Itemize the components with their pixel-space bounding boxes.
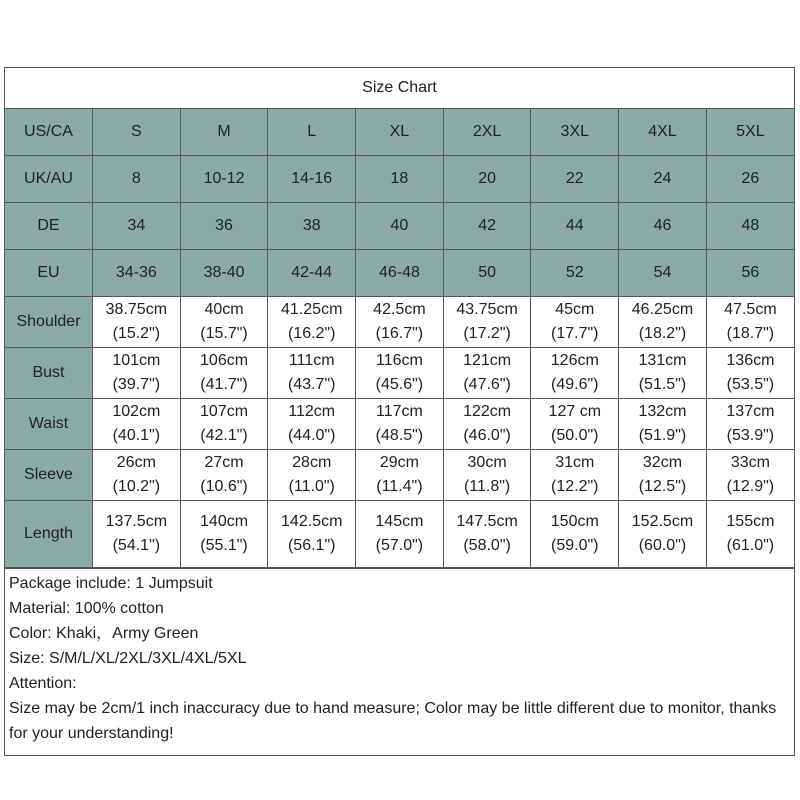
- length-label: Length: [5, 501, 93, 568]
- shoulder-cm-value: 38.75cm: [105, 301, 168, 318]
- shoulder-cell: [268, 297, 356, 348]
- shoulder-inch-value: (18.7"): [726, 325, 775, 342]
- waist-cm-value: 132cm: [638, 403, 687, 420]
- sleeve-cm-value: 26cm: [116, 454, 156, 471]
- bust-inch-value: (41.7"): [200, 376, 248, 393]
- sleeve-cm-value: 31cm: [555, 454, 595, 471]
- bust-cm-value: 131cm: [638, 352, 687, 369]
- bust-cell: [356, 348, 444, 399]
- uk-au-cell: 18: [356, 156, 444, 203]
- sleeve-cm-value: 32cm: [642, 454, 683, 471]
- eu-cell: 52: [531, 250, 619, 297]
- shoulder-inch-value: (16.2"): [287, 325, 336, 342]
- sleeve-cell: [93, 450, 181, 501]
- waist-cell: [706, 399, 794, 450]
- eu-cell: 34-36: [93, 250, 181, 297]
- shoulder-row: [5, 297, 794, 348]
- eu-cell: 54: [619, 250, 707, 297]
- waist-inch-value: (48.5"): [375, 427, 424, 444]
- length-inch-value: (57.0"): [375, 537, 424, 554]
- sleeve-cell: [443, 450, 531, 501]
- waist-inch-value: (42.1"): [200, 427, 248, 444]
- shoulder-inch-value: (17.7"): [551, 325, 599, 342]
- sleeve-inch-value: (12.5"): [638, 478, 687, 495]
- waist-cell: [93, 399, 181, 450]
- shoulder-cm-value: 43.75cm: [456, 301, 518, 318]
- size-note: Size: S/M/L/XL/2XL/3XL/4XL/5XL: [9, 650, 247, 667]
- eu-cell: 56: [706, 250, 794, 297]
- bust-inch-value: (49.6"): [551, 376, 599, 393]
- bust-inch-value: (43.7"): [287, 376, 336, 393]
- length-inch-value: (54.1"): [112, 537, 161, 554]
- waist-cm-value: 107cm: [200, 403, 249, 420]
- sleeve-inch-value: (11.8"): [463, 478, 511, 495]
- sleeve-cm-value: 33cm: [730, 454, 770, 471]
- de-cell: 48: [706, 203, 794, 250]
- shoulder-cm-value: 40cm: [204, 301, 244, 318]
- attention-note: Attention:: [9, 675, 77, 692]
- uk-au-cell: 10-12: [180, 156, 268, 203]
- sleeve-inch-value: (11.4"): [376, 478, 423, 495]
- length-cell: [531, 501, 619, 568]
- waist-cell: [531, 399, 619, 450]
- uk-au-row: [5, 156, 794, 203]
- us-ca-cell: XL: [356, 109, 444, 156]
- waist-cm-value: 137cm: [726, 403, 775, 420]
- bust-row: [5, 348, 794, 399]
- shoulder-cell: [180, 297, 268, 348]
- bust-cell: [93, 348, 181, 399]
- shoulder-inch-value: (15.2"): [112, 325, 161, 342]
- uk-au-cell: 22: [531, 156, 619, 203]
- us-ca-cell: 2XL: [443, 109, 531, 156]
- shoulder-cell: [356, 297, 444, 348]
- shoulder-cm-value: 41.25cm: [281, 301, 343, 318]
- length-inch-value: (58.0"): [463, 537, 511, 554]
- length-cm-value: 155cm: [726, 513, 775, 530]
- bust-label: Bust: [5, 348, 93, 399]
- waist-cm-value: 112cm: [288, 403, 336, 420]
- waist-inch-value: (46.0"): [463, 427, 511, 444]
- material-note: Material: 100% cotton: [9, 600, 164, 617]
- waist-inch-value: (44.0"): [287, 427, 336, 444]
- bust-cell: [531, 348, 619, 399]
- length-cm-value: 140cm: [200, 513, 249, 530]
- length-cell: [356, 501, 444, 568]
- length-cm-value: 147.5cm: [456, 513, 518, 530]
- shoulder-cm-value: 42.5cm: [373, 301, 426, 318]
- package-note: Package include: 1 Jumpsuit: [9, 575, 213, 592]
- waist-row: [5, 399, 794, 450]
- shoulder-inch-value: (18.2"): [638, 325, 687, 342]
- waist-cm-value: 117cm: [375, 403, 423, 420]
- sleeve-inch-value: (12.9"): [726, 478, 775, 495]
- waist-label: Waist: [5, 399, 93, 450]
- bust-inch-value: (45.6"): [375, 376, 424, 393]
- length-cm-value: 150cm: [550, 513, 599, 530]
- sleeve-cell: [619, 450, 707, 501]
- shoulder-inch-value: (15.7"): [200, 325, 248, 342]
- disclaimer-note: Size may be 2cm/1 inch inaccuracy due to hand measure; Color may be little different due to monitor, thanks for your understanding!: [9, 700, 777, 742]
- de-cell: 42: [443, 203, 531, 250]
- shoulder-label: Shoulder: [5, 297, 93, 348]
- bust-cell: [619, 348, 707, 399]
- us-ca-cell: 3XL: [531, 109, 619, 156]
- length-inch-value: (60.0"): [638, 537, 687, 554]
- eu-row: [5, 250, 794, 297]
- length-cm-value: 137.5cm: [105, 513, 168, 530]
- bust-inch-value: (53.5"): [726, 376, 775, 393]
- length-cell: [706, 501, 794, 568]
- bust-cm-value: 106cm: [200, 352, 249, 369]
- length-cell: [619, 501, 707, 568]
- length-row: [5, 501, 794, 568]
- length-inch-value: (56.1"): [287, 537, 336, 554]
- waist-cell: [180, 399, 268, 450]
- sleeve-cell: [531, 450, 619, 501]
- uk-au-cell: 20: [443, 156, 531, 203]
- shoulder-cell: [706, 297, 794, 348]
- waist-cm-value: 127 cm: [548, 403, 602, 420]
- eu-cell: 50: [443, 250, 531, 297]
- shoulder-cell: [531, 297, 619, 348]
- length-cell: [443, 501, 531, 568]
- bust-cm-value: 101cm: [112, 352, 161, 369]
- waist-cell: [356, 399, 444, 450]
- bust-cm-value: 121cm: [463, 352, 512, 369]
- de-cell: 34: [93, 203, 181, 250]
- eu-label: EU: [5, 250, 93, 297]
- product-notes: [5, 568, 794, 746]
- sleeve-cell: [180, 450, 268, 501]
- us-ca-cell: 4XL: [619, 109, 707, 156]
- shoulder-inch-value: (16.7"): [375, 325, 424, 342]
- size-table: [5, 109, 794, 568]
- uk-au-cell: 24: [619, 156, 707, 203]
- chart-title: Size Chart: [5, 68, 794, 109]
- length-inch-value: (55.1"): [200, 537, 248, 554]
- bust-inch-value: (47.6"): [463, 376, 511, 393]
- sleeve-inch-value: (11.0"): [288, 478, 335, 495]
- bust-cell: [268, 348, 356, 399]
- sleeve-row: [5, 450, 794, 501]
- size-chart-frame: [4, 67, 795, 756]
- us-ca-cell: L: [268, 109, 356, 156]
- length-inch-value: (59.0"): [551, 537, 599, 554]
- eu-cell: 46-48: [356, 250, 444, 297]
- us-ca-cell: M: [180, 109, 268, 156]
- eu-cell: 38-40: [180, 250, 268, 297]
- sleeve-label: Sleeve: [5, 450, 93, 501]
- shoulder-cell: [93, 297, 181, 348]
- color-note: Color: Khaki，Army Green: [9, 625, 199, 642]
- waist-cell: [268, 399, 356, 450]
- length-cm-value: 145cm: [375, 513, 424, 530]
- us-ca-cell: 5XL: [706, 109, 794, 156]
- de-cell: 38: [268, 203, 356, 250]
- eu-cell: 42-44: [268, 250, 356, 297]
- bust-inch-value: (51.5"): [638, 376, 687, 393]
- waist-inch-value: (53.9"): [726, 427, 775, 444]
- shoulder-cm-value: 45cm: [555, 301, 595, 318]
- waist-inch-value: (51.9"): [638, 427, 687, 444]
- sleeve-cell: [356, 450, 444, 501]
- sleeve-inch-value: (10.2"): [112, 478, 161, 495]
- de-label: DE: [5, 203, 93, 250]
- waist-cell: [619, 399, 707, 450]
- shoulder-cm-value: 46.25cm: [631, 301, 694, 318]
- bust-cell: [180, 348, 268, 399]
- bust-cell: [706, 348, 794, 399]
- de-cell: 36: [180, 203, 268, 250]
- sleeve-cell: [268, 450, 356, 501]
- waist-cell: [443, 399, 531, 450]
- us-ca-cell: S: [93, 109, 181, 156]
- sleeve-cm-value: 30cm: [467, 454, 507, 471]
- shoulder-cell: [619, 297, 707, 348]
- waist-inch-value: (40.1"): [112, 427, 161, 444]
- de-cell: 40: [356, 203, 444, 250]
- uk-au-label: UK/AU: [5, 156, 93, 203]
- bust-inch-value: (39.7"): [112, 376, 161, 393]
- bust-cm-value: 136cm: [726, 352, 775, 369]
- uk-au-cell: 14-16: [268, 156, 356, 203]
- length-cell: [180, 501, 268, 568]
- sleeve-cm-value: 29cm: [379, 454, 419, 471]
- waist-cm-value: 122cm: [463, 403, 512, 420]
- length-cm-value: 142.5cm: [281, 513, 343, 530]
- waist-inch-value: (50.0"): [551, 427, 599, 444]
- shoulder-cm-value: 47.5cm: [724, 301, 777, 318]
- sleeve-cm-value: 28cm: [292, 454, 332, 471]
- sleeve-inch-value: (10.6"): [200, 478, 248, 495]
- uk-au-cell: 8: [93, 156, 181, 203]
- us-ca-row: [5, 109, 794, 156]
- bust-cell: [443, 348, 531, 399]
- sleeve-inch-value: (12.2"): [551, 478, 599, 495]
- shoulder-inch-value: (17.2"): [463, 325, 511, 342]
- length-cell: [93, 501, 181, 568]
- waist-cm-value: 102cm: [112, 403, 161, 420]
- us-ca-label: US/CA: [5, 109, 93, 156]
- sleeve-cell: [706, 450, 794, 501]
- bust-cm-value: 116cm: [375, 352, 423, 369]
- uk-au-cell: 26: [706, 156, 794, 203]
- de-row: [5, 203, 794, 250]
- sleeve-cm-value: 27cm: [204, 454, 244, 471]
- de-cell: 44: [531, 203, 619, 250]
- shoulder-cell: [443, 297, 531, 348]
- length-cell: [268, 501, 356, 568]
- length-inch-value: (61.0"): [726, 537, 775, 554]
- length-cm-value: 152.5cm: [631, 513, 694, 530]
- de-cell: 46: [619, 203, 707, 250]
- bust-cm-value: 126cm: [550, 352, 599, 369]
- bust-cm-value: 111cm: [288, 352, 335, 369]
